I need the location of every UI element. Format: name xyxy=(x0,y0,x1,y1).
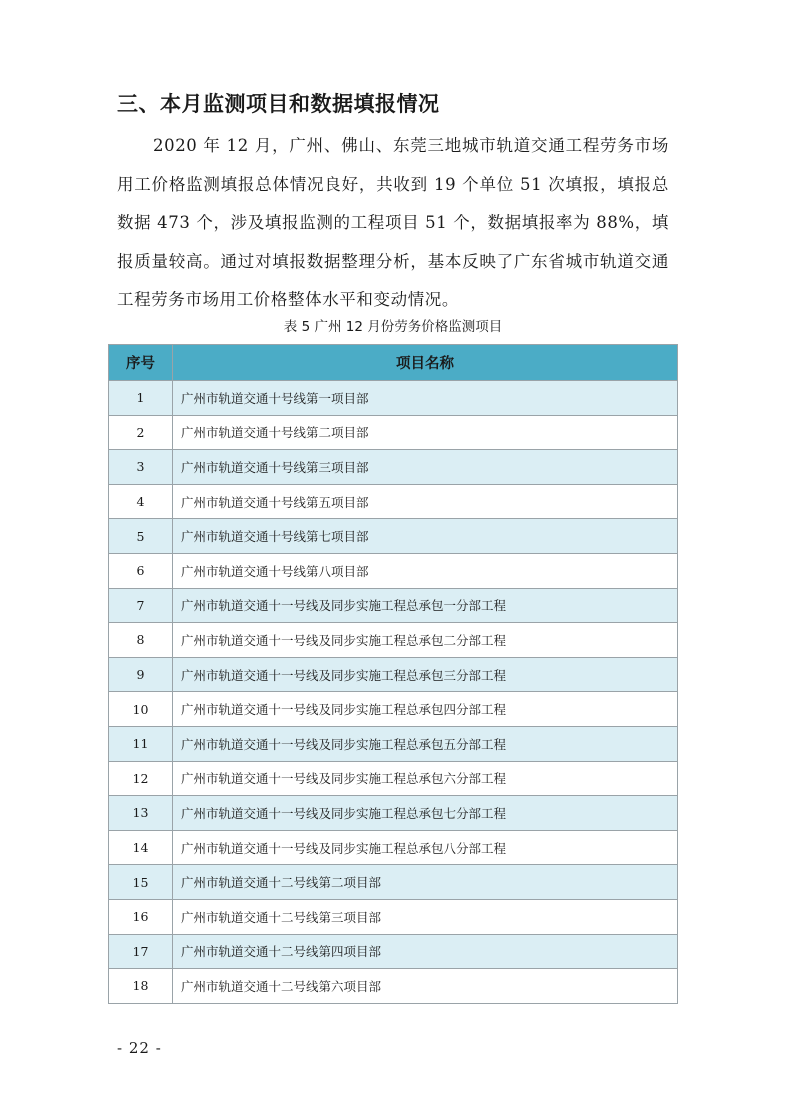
table-row xyxy=(109,623,678,658)
row-serial-number: 13 xyxy=(109,796,173,831)
row-project-name: 广州市轨道交通十二号线第六项目部 xyxy=(173,969,678,1004)
table-body xyxy=(109,381,678,1004)
table-row xyxy=(109,761,678,796)
row-project-name: 广州市轨道交通十一号线及同步实施工程总承包二分部工程 xyxy=(173,623,678,658)
row-serial-number: 4 xyxy=(109,484,173,519)
row-serial-number: 8 xyxy=(109,623,173,658)
row-project-name: 广州市轨道交通十一号线及同步实施工程总承包七分部工程 xyxy=(173,796,678,831)
row-project-name: 广州市轨道交通十一号线及同步实施工程总承包五分部工程 xyxy=(173,726,678,761)
row-serial-number: 10 xyxy=(109,692,173,727)
row-project-name: 广州市轨道交通十二号线第四项目部 xyxy=(173,934,678,969)
table-row xyxy=(109,657,678,692)
table-row xyxy=(109,415,678,450)
table-row xyxy=(109,726,678,761)
table-row xyxy=(109,588,678,623)
row-project-name: 广州市轨道交通十一号线及同步实施工程总承包三分部工程 xyxy=(173,657,678,692)
header-project-name: 项目名称 xyxy=(173,345,678,381)
row-project-name: 广州市轨道交通十二号线第二项目部 xyxy=(173,865,678,900)
table-row xyxy=(109,969,678,1004)
row-serial-number: 3 xyxy=(109,450,173,485)
table-row xyxy=(109,865,678,900)
section-heading: 三、本月监测项目和数据填报情况 xyxy=(117,92,440,116)
row-serial-number: 17 xyxy=(109,934,173,969)
row-project-name: 广州市轨道交通十号线第二项目部 xyxy=(173,415,678,450)
row-serial-number: 6 xyxy=(109,553,173,588)
row-project-name: 广州市轨道交通十号线第一项目部 xyxy=(173,381,678,416)
row-project-name: 广州市轨道交通十号线第五项目部 xyxy=(173,484,678,519)
row-serial-number: 12 xyxy=(109,761,173,796)
row-serial-number: 7 xyxy=(109,588,173,623)
row-project-name: 广州市轨道交通十号线第三项目部 xyxy=(173,450,678,485)
table-row xyxy=(109,381,678,416)
header-serial-number: 序号 xyxy=(109,345,173,381)
table-header-row xyxy=(109,345,678,381)
table-row xyxy=(109,450,678,485)
row-serial-number: 2 xyxy=(109,415,173,450)
row-project-name: 广州市轨道交通十二号线第三项目部 xyxy=(173,899,678,934)
page-number: - 22 - xyxy=(117,1039,162,1057)
row-serial-number: 14 xyxy=(109,830,173,865)
row-project-name: 广州市轨道交通十一号线及同步实施工程总承包一分部工程 xyxy=(173,588,678,623)
table-row xyxy=(109,692,678,727)
table-row xyxy=(109,830,678,865)
row-project-name: 广州市轨道交通十一号线及同步实施工程总承包六分部工程 xyxy=(173,761,678,796)
row-serial-number: 18 xyxy=(109,969,173,1004)
row-project-name: 广州市轨道交通十号线第七项目部 xyxy=(173,519,678,554)
table-caption: 表 5 广州 12 月份劳务价格监测项目 xyxy=(283,319,503,335)
row-serial-number: 11 xyxy=(109,726,173,761)
table-row xyxy=(109,484,678,519)
row-serial-number: 16 xyxy=(109,899,173,934)
row-project-name: 广州市轨道交通十一号线及同步实施工程总承包八分部工程 xyxy=(173,830,678,865)
row-serial-number: 1 xyxy=(109,381,173,416)
row-project-name: 广州市轨道交通十号线第八项目部 xyxy=(173,553,678,588)
table-row xyxy=(109,899,678,934)
row-serial-number: 9 xyxy=(109,657,173,692)
table-row xyxy=(109,519,678,554)
row-serial-number: 5 xyxy=(109,519,173,554)
row-serial-number: 15 xyxy=(109,865,173,900)
body-paragraph: 2020 年 12 月，广州、佛山、东莞三地城市轨道交通工程劳务市场用工价格监测填报总体情况良好，共收到 19 个单位 51 次填报，填报总数据 473 个，涉及填报监测的工程项目 51 个，数据填报率为 88%，填报质量较高。通过对填报数据整理分析，基本反映了广东省城市轨道交通工程劳务市场用工价格整体水平和变动情况。 xyxy=(117,136,669,310)
table-row xyxy=(109,796,678,831)
row-project-name: 广州市轨道交通十一号线及同步实施工程总承包四分部工程 xyxy=(173,692,678,727)
table-row xyxy=(109,553,678,588)
table-row xyxy=(109,934,678,969)
project-table xyxy=(108,344,678,1004)
